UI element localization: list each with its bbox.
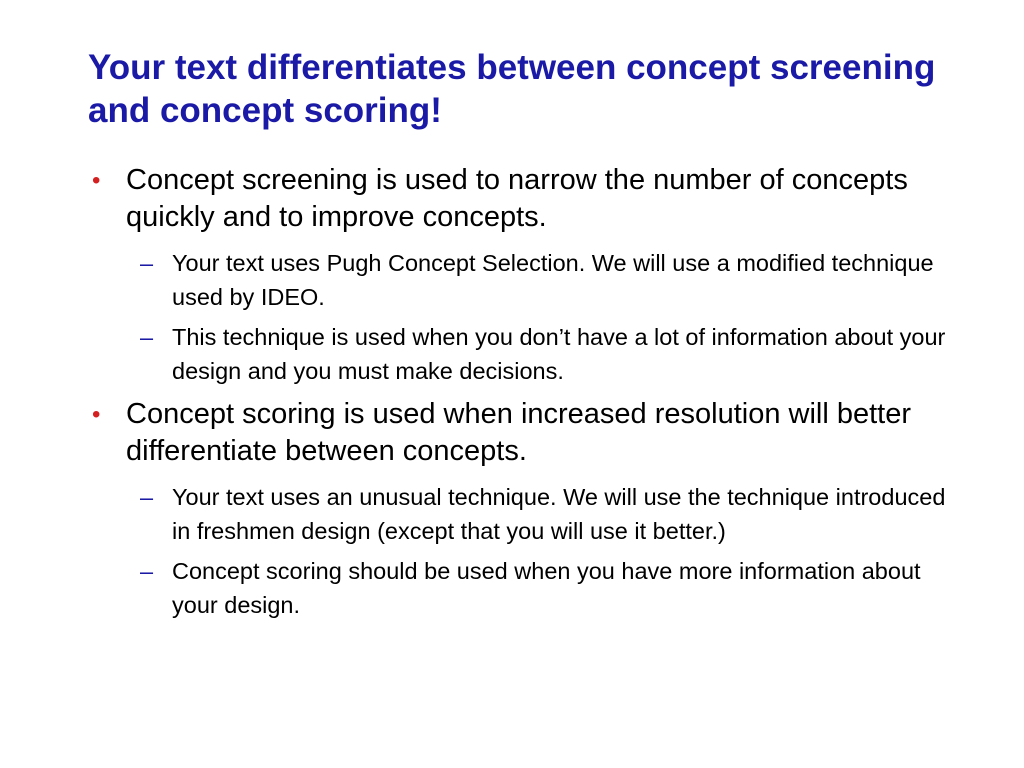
sub-bullet-item bbox=[0, 480, 1024, 548]
sub-bullet-text: Your text uses an unusual technique. We will use the technique introduced in freshmen design (except that you will use it better.) bbox=[172, 484, 946, 544]
sub-bullet-text: Concept scoring should be used when you have more information about your design. bbox=[172, 558, 921, 618]
bullet-icon: • bbox=[92, 167, 101, 194]
bullet-item bbox=[0, 162, 1024, 236]
bullet-text: Concept screening is used to narrow the number of concepts quickly and to improve concepts. bbox=[126, 164, 908, 233]
dash-icon: – bbox=[140, 324, 154, 350]
bullet-text: Concept scoring is used when increased resolution will better differentiate between concepts. bbox=[126, 398, 912, 467]
bullet-item bbox=[0, 396, 1024, 470]
dash-icon: – bbox=[140, 250, 154, 276]
bullet-icon: • bbox=[92, 401, 101, 428]
sub-bullet-text: This technique is used when you don’t have a lot of information about your design and you must make decisions. bbox=[172, 324, 946, 384]
slide-title: Your text differentiates between concept screening and concept scoring! bbox=[88, 48, 936, 130]
dash-icon: – bbox=[140, 484, 154, 510]
sub-bullet-item bbox=[0, 320, 1024, 388]
sub-bullet-item bbox=[0, 554, 1024, 622]
sub-bullet-text: Your text uses Pugh Concept Selection. We will use a modified technique used by IDEO. bbox=[172, 250, 934, 310]
dash-icon: – bbox=[140, 558, 154, 584]
slide-content bbox=[0, 162, 1024, 628]
sub-bullet-item bbox=[0, 246, 1024, 314]
